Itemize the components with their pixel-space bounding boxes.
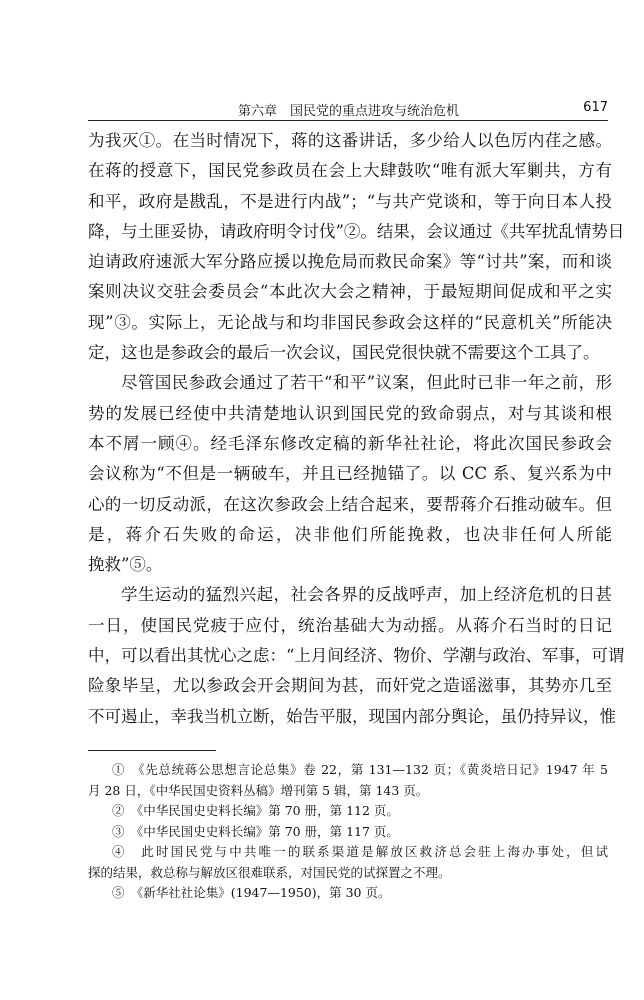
body-line: 降，与土匪妥协，请政府明令讨伐”②。结果，会议通过《共军扰乱情势日 — [88, 221, 625, 241]
footnote-line: ⑤ 《新华社社论集》(1947—1950)，第 30 页。 — [112, 885, 391, 900]
body-line: 会议称为“不但是一辆破车，并且已经抛锚了。以 CC 系、复兴系为中 — [88, 464, 612, 484]
footnote-line: 月 28 日，《中华民国史资料丛稿》增刊第 5 辑，第 143 页。 — [88, 782, 429, 798]
body-line: 尽管国民参政会通过了若干“和平”议案，但此时已非一年之前，形 — [121, 373, 612, 393]
body-line: 不可遏止，幸我当机立断，始告平服，现国内部分舆论，虽仍持异议，惟 — [88, 706, 616, 726]
body-text — [88, 126, 625, 732]
body-line: 挽救”⑤。 — [88, 555, 163, 575]
body-line: 和平，政府是戡乱，不是进行内战”；“与共产党谈和，等于向日本人投 — [88, 191, 612, 211]
body-line: 势的发展已经使中共清楚地认识到国民党的致命弱点，对与其谈和根 — [88, 403, 612, 423]
body-line: 心的一切反动派，在这次参政会上结合起来，要帮蒋介石推动破车。但 — [88, 494, 612, 514]
header-rule — [88, 120, 608, 121]
footnote-line: ① 《先总统蒋公思想言论总集》卷 22，第 131—132 页；《黄炎培日记》1947 年 5 — [112, 762, 608, 777]
body-line: 现”③。实际上，无论战与和均非国民参政会这样的“民意机关”所能决 — [88, 312, 612, 332]
body-line: 中，可以看出其忧心之虑：“上月间经济、物价、学潮与政治、军事，可谓 — [88, 646, 625, 666]
page-number: 617 — [583, 100, 608, 115]
body-line: 在蒋的授意下，国民党参政员在会上大肆鼓吹“唯有派大军剿共，方有 — [88, 161, 612, 181]
footnote-line: ② 《中华民国史史料长编》第 70 册，第 112 页。 — [112, 803, 399, 818]
body-line: 定，这也是参政会的最后一次会议，国民党很快就不需要这个工具了。 — [88, 343, 600, 363]
footnote-line: 探的结果，救总称与解放区很难联系，对国民党的试探置之不理。 — [88, 864, 451, 880]
body-line: 为我灭①。在当时情况下，蒋的这番讲话，多少给人以色厉内荏之感。 — [88, 131, 612, 150]
body-line: 险象毕呈，尤以参政会开会期间为甚，而奸党之造谣滋事，其势亦几至 — [88, 676, 612, 696]
footnotes — [88, 760, 608, 904]
body-line: 学生运动的猛烈兴起，社会各界的反战呼声，加上经济危机的日甚 — [121, 585, 612, 605]
body-line: 案则决议交驻会委员会“本此次大会之精神，于最短期间促成和平之实 — [88, 282, 612, 302]
chapter-title: 第六章 国民党的重点进攻与统治危机 — [238, 104, 460, 119]
footnote-rule — [88, 750, 216, 751]
footnote-line: ④ 此时国民党与中共唯一的联系渠道是解放区救济总会驻上海办事处，但试 — [112, 844, 608, 859]
body-line: 本不屑一顾④。经毛泽东修改定稿的新华社社论，将此次国民参政会 — [88, 433, 612, 453]
running-header — [88, 100, 608, 120]
body-line: 是，蒋介石失败的命运，决非他们所能挽救，也决非任何人所能 — [88, 524, 612, 544]
body-line: 迫请政府速派大军分路应援以挽危局而救民命案》等“讨共”案，而和谈 — [88, 252, 612, 272]
footnote-line: ③ 《中华民国史史料长编》第 70 册，第 117 页。 — [112, 823, 399, 839]
body-line: 一日，使国民党疲于应付，统治基础大为动摇。从蒋介石当时的日记 — [88, 615, 612, 635]
